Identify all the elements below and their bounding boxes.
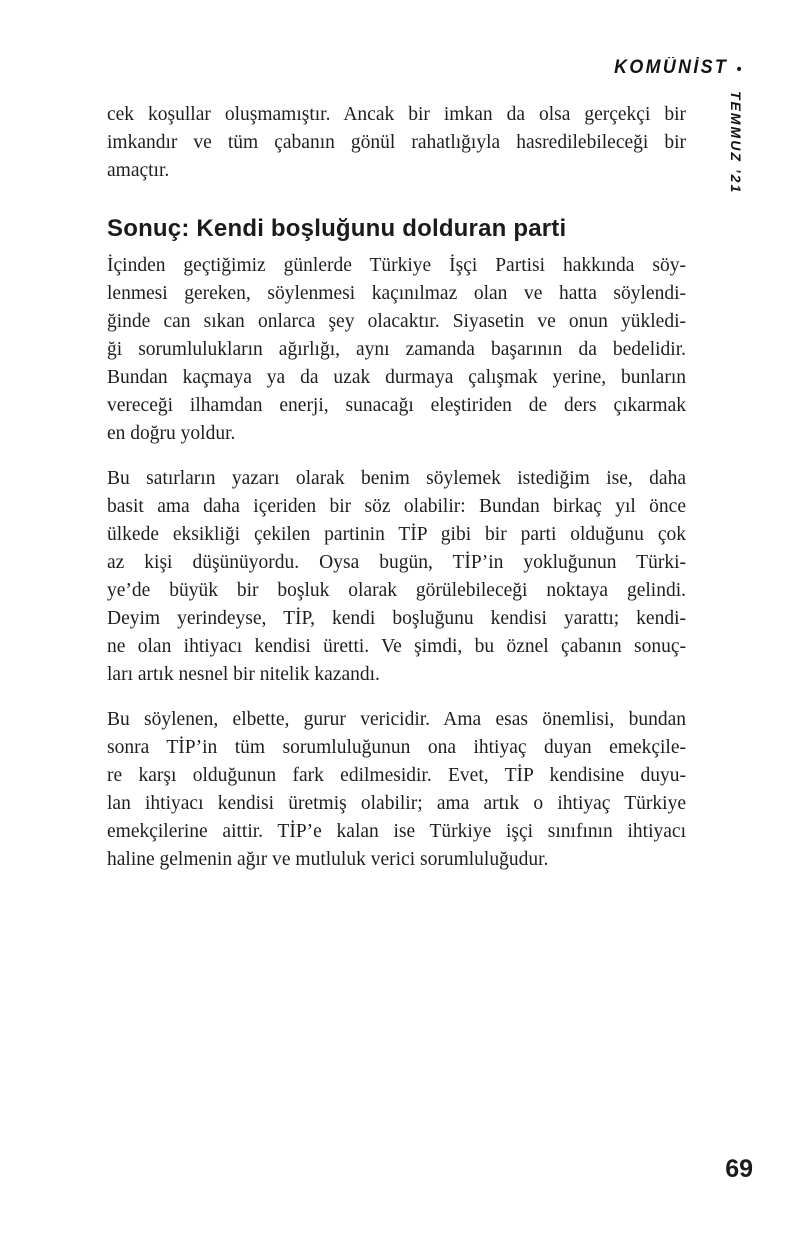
text-line: Bu satırların yazarı olarak benim söylemek istediğim ise, daha: [107, 468, 686, 489]
section-heading: Sonuç: Kendi boşluğunu dolduran parti: [107, 215, 567, 242]
text-line: imkandır ve tüm çabanın gönül rahatlığıyla hasredilebileceği bir: [107, 132, 686, 153]
article-body: [107, 101, 686, 891]
text-line: vereceği ilhamdan enerji, sunacağı eleştiriden de ders çıkarmak: [107, 395, 686, 416]
text-line: re karşı olduğunun fark edilmesidir. Evet, TİP kendisine duyu-: [107, 765, 686, 786]
text-line: az kişi düşünüyordu. Oysa bugün, TİP’in yokluğunun Türki-: [107, 552, 686, 573]
text-line: Bundan kaçmaya ya da uzak durmaya çalışmak yerine, bunların: [107, 367, 686, 388]
text-line: basit ama daha içeriden bir söz olabilir: Bundan birkaç yıl önce: [107, 496, 686, 517]
text-line: haline gelmenin ağır ve mutluluk verici sorumluluğudur.: [107, 849, 549, 870]
text-line: ne olan ihtiyacı kendisi üretti. Ve şimdi, bu öznel çabanın sonuç-: [107, 636, 686, 657]
text-line: sonra TİP’in tüm sorumluluğunun ona ihtiyaç duyan emekçile-: [107, 737, 686, 758]
text-line: ları artık nesnel bir nitelik kazandı.: [107, 664, 380, 685]
masthead-bullet-icon: •: [737, 60, 742, 78]
text-line: cek koşullar oluşmamıştır. Ancak bir imkan da olsa gerçekçi bir: [107, 104, 686, 125]
text-line: ği sorumlulukların ağırlığı, aynı zamanda başarının da bedelidir.: [107, 339, 686, 360]
masthead-title: KOMÜNİST: [614, 57, 729, 78]
text-line: ğinde can sıkan onlarca şey olacaktır. Siyasetin ve onun yükledi-: [107, 311, 686, 332]
text-line: en doğru yoldur.: [107, 423, 236, 444]
text-line: Deyim yerindeyse, TİP, kendi boşluğunu kendisi yarattı; kendi-: [107, 608, 686, 629]
text-line: amaçtır.: [107, 160, 170, 181]
paragraph-4: [107, 706, 686, 874]
issue-date-vertical: TEMMUZ ’21: [728, 91, 744, 195]
paragraph-intro: [107, 101, 686, 185]
page-number: 69: [725, 1155, 753, 1183]
text-line: Bu söylenen, elbette, gurur vericidir. Ama esas önemlisi, bundan: [107, 709, 686, 730]
paragraph-2: [107, 252, 686, 448]
text-line: emekçilerine aittir. TİP’e kalan ise Türkiye işçi sınıfının ihtiyacı: [107, 821, 686, 842]
paragraph-3: [107, 465, 686, 689]
text-line: lenmesi gereken, söylenmesi kaçınılmaz olan ve hatta söylendi-: [107, 283, 686, 304]
text-line: İçinden geçtiğimiz günlerde Türkiye İşçi Partisi hakkında söy-: [107, 255, 686, 276]
text-line: lan ihtiyacı kendisi üretmiş olabilir; ama artık o ihtiyaç Türkiye: [107, 793, 686, 814]
text-line: ye’de büyük bir boşluk olarak görülebileceği noktaya gelindi.: [107, 580, 686, 601]
running-header: [615, 57, 742, 79]
text-line: ülkede eksikliği çekilen partinin TİP gibi bir parti olduğunu çok: [107, 524, 686, 545]
